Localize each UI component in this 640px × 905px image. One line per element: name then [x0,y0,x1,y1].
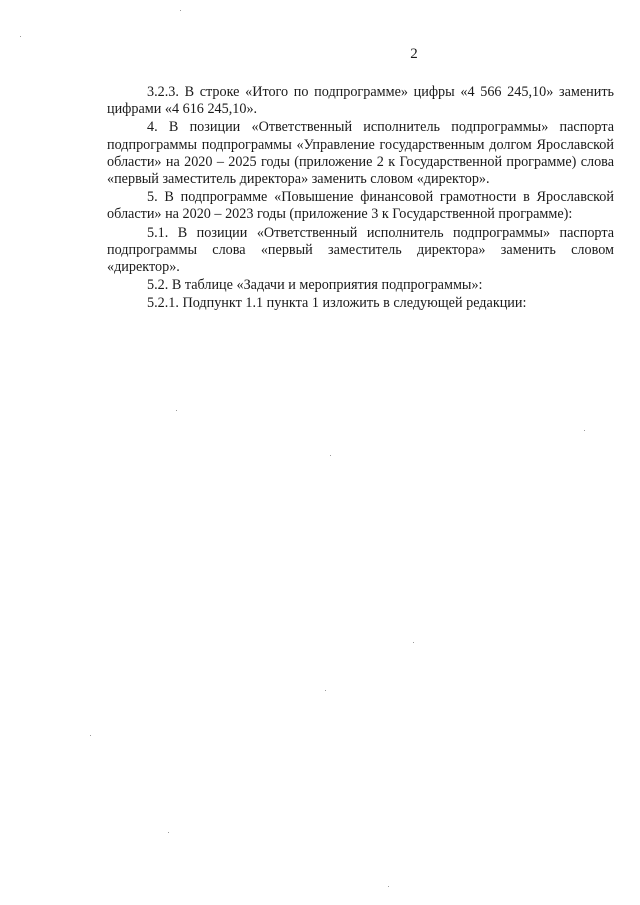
scan-speck [90,735,91,736]
scan-speck [180,10,181,11]
document-body [107,84,614,314]
scan-speck [168,832,169,833]
scan-speck [388,886,389,887]
scan-speck [584,430,585,431]
scan-speck [20,36,21,37]
paragraph-5-1: 5.1. В позиции «Ответственный исполнитель подпрограммы» паспорта подпрограммы слова «первый заместитель директора» заменить словом «директор». [107,224,614,276]
paragraph-5-2: 5.2. В таблице «Задачи и мероприятия подпрограммы»: [147,277,483,294]
paragraph-4: 4. В позиции «Ответственный исполнитель подпрограммы» паспорта подпрограммы подпрограммы «Управление государственным долгом Ярославской области» на 2020 – 2025 годы (приложение 2 к Государственной программе) слова «первый заместитель директора» заменить словом «директор». [107,119,614,188]
paragraph-5: 5. В подпрограмме «Повышение финансовой грамотности в Ярославской области» на 2020 – 2023 годы (приложение 3 к Государственной программе): [107,189,614,223]
scan-speck [176,410,177,411]
scan-speck [325,690,326,691]
page-number [62,46,578,63]
paragraph-3-2-3: 3.2.3. В строке «Итого по подпрограмме» цифры «4 566 245,10» заменить цифрами «4 616 245,10». [107,84,614,118]
scan-speck [330,455,331,456]
page-number-text: 2 [410,46,418,62]
scan-speck [413,642,414,643]
paragraph-5-2-1: 5.2.1. Подпункт 1.1 пункта 1 изложить в следующей редакции: [147,295,527,312]
